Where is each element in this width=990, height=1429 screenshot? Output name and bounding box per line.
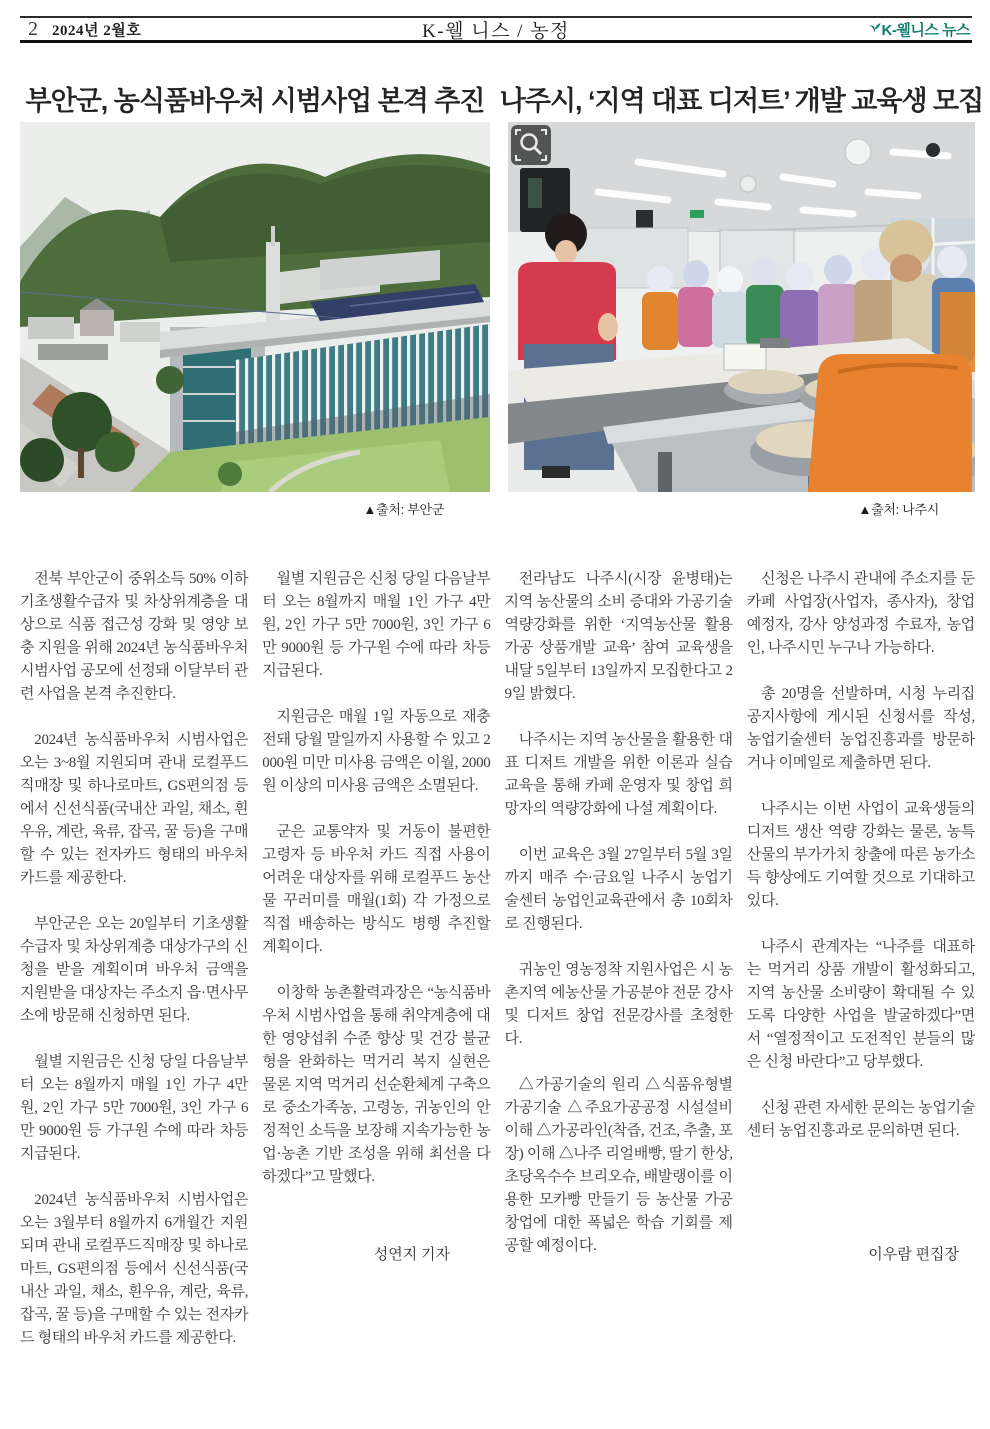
- body-paragraph: 총 20명을 선발하며, 시청 누리집 공지사항에 게시된 신청서를 작성, 농업기술센터 농업진흥과를 방문하거나 이메일로 제출하면 된다.: [746, 686, 975, 771]
- page-number: 2: [28, 17, 38, 40]
- body-paragraph: 나주시는 이번 사업이 교육생들의 디저트 생산 역량 강화는 물론, 농특산물의 부가가치 창출에 따른 농가소득 향상에도 기여할 것으로 기대하고 있다.: [746, 801, 975, 909]
- body-paragraph: 월별 지원금은 신청 당일 다음날부터 오는 8월까지 매월 1인 가구 4만 원, 2인 가구 5만 7000원, 3인 가구 6만 9000원 등 가구원 수에 따라 차등 지급된다.: [262, 571, 491, 679]
- photo-caption: ▲출처: 나주시: [858, 502, 939, 517]
- body-paragraph: 신청 관련 자세한 문의는 농업기술센터 농업진흥과로 문의하면 된다.: [746, 1100, 975, 1139]
- page-header: [20, 16, 972, 43]
- body-paragraph: △가공기술의 원리 △식품유형별 가공기술 △주요가공공정 시설설비 이해 △가공라인(착즙, 건조, 추출, 포장) 이해 △나주 리얼배빵, 딸기 한상, 초당옥수수 브리오슈, 배발랭이를 이용한 모카빵 만들기 등 농산물 가공 창업에 대한 폭넓은 학습 기회를 제공할 예정이다.: [504, 1077, 733, 1254]
- byline-reporter: 성연지 기자: [373, 1247, 450, 1263]
- brand-logo-text: K-웰니스 뉴스: [881, 21, 970, 39]
- buan-aerial-illustration: [20, 122, 490, 492]
- body-paragraph: 귀농인 영농정착 지원사업은 시 농촌지역 에농산물 가공분야 전문 강사 및 디저트 창업 전문강사를 초청한다.: [504, 962, 733, 1047]
- article-buan: [20, 78, 490, 518]
- naju-kitchen-illustration: [508, 122, 975, 492]
- body-paragraph: 지원금은 매월 1일 자동으로 재충전돼 당월 말일까지 사용할 수 있고 2000원 미만 미사용 금액은 이월, 2000원 이상의 미사용 금액은 소멸된다.: [262, 709, 491, 794]
- body-paragraph: 나주시 관계자는 “나주를 대표하는 먹거리 상품 개발이 활성화되고, 지역 농산물 소비량이 확대될 수 있도록 다양한 사업을 발굴하겠다”면서 “열정적이고 도전적인 분들의 많은 신청 바란다”고 당부했다.: [746, 939, 975, 1070]
- news-photo-naju: [508, 122, 975, 492]
- sprout-icon: [868, 21, 881, 38]
- body-paragraph: 나주시는 지역 농산물을 활용한 대표 디저트 개발을 위한 이론과 실습 교육을 통해 카페 운영자 및 창업 희망자의 역량강화에 나설 계획이다.: [504, 732, 733, 817]
- body-paragraph: 이창학 농촌활력과장은 “농식품바우처 시범사업을 통해 취약계층에 대한 영양섭취 수준 향상 및 건강 불균형을 완화하는 먹거리 복지 실현은 물론 지역 먹거리 선순환체계 구축으로 중소가족농, 고령농, 귀농인의 안정적인 소득을 보장해 지속가능한 농업·농촌 기반 조성을 위해 최선을 다하겠다”고 말했다.: [262, 985, 491, 1185]
- body-paragraph: 이번 교육은 3월 27일부터 5월 3일까지 매주 수·금요일 나주시 농업기술센터 농업인교육관에서 총 10회차로 진행된다.: [504, 847, 733, 932]
- body-paragraph: 전라남도 나주시(시장 윤병태)는 지역 농산물의 소비 증대와 가공기술 역량강화를 위한 ‘지역농산물 활용 가공 상품개발 교육’ 참여 교육생을 내달 5일부터 13일까지 모집한다고 29일 밝혔다.: [504, 571, 733, 702]
- article-naju: [499, 78, 984, 518]
- body-paragraph: 부안군은 오는 20일부터 기초생활수급자 및 차상위계층 대상가구의 신청을 받을 계획이며 바우처 금액을 지원받을 대상자는 주소지 읍·면사무소에 방문해 신청하면 된다.: [20, 916, 249, 1024]
- body-paragraph: 2024년 농식품바우처 시범사업은 오는 3월부터 8월까지 6개월간 지원되며 관내 로컬푸드직매장 및 하나로마트, GS편의점 등에서 신선식품(국내산 과일, 채소, 흰우유, 계란, 육류, 잡곡, 꿀 등)을 구매할 수 있는 전자카드 형태의 바우처 카드를 제공한다.: [20, 1192, 249, 1346]
- issue-date: 2024년 2월호: [52, 22, 142, 39]
- body-paragraph: 전북 부안군이 중위소득 50% 이하 기초생활수급자 및 차상위계층을 대상으로 식품 접근성 강화 및 영양 보충 지원을 위해 2024년 농식품바우처 시범사업 공모에 선정돼 이달부터 관련 사업을 본격 추진한다.: [20, 571, 249, 702]
- photo-caption: ▲출처: 부안군: [363, 502, 444, 517]
- section-title: K-웰 니스 / 농정: [422, 20, 570, 42]
- byline-editor: 이우람 편집장: [868, 1247, 959, 1263]
- body-paragraph: 2024년 농식품바우처 시범사업은 오는 3~8월 지원되며 관내 로컬푸드직매장 및 하나로마트, GS편의점 등에서 신선식품(국내산 과일, 채소, 흰우유, 계란, 육류, 잡곡, 꿀 등)을 구매할 수 있는 전자카드 형태의 바우처 카드를 제공한다.: [20, 732, 249, 886]
- news-photo-buan: [20, 122, 490, 492]
- brand-logo: [868, 19, 972, 40]
- article-headline: 부안군, 농식품바우처 시범사업 본격 추진: [25, 85, 485, 116]
- zoom-watermark-icon: [511, 125, 551, 165]
- body-paragraph: 월별 지원금은 신청 당일 다음날부터 오는 8월까지 매월 1인 가구 4만원, 2인 가구 5만 7000원, 3인 가구 6만 9000원 등 가구원 수에 따라 차등 지급된다.: [20, 1054, 249, 1162]
- body-paragraph: 군은 교통약자 및 거동이 불편한 고령자 등 바우처 카드 직접 사용이 어려운 대상자를 위해 로컬푸드 농산물 꾸러미를 매월(1회) 각 가정으로 직접 배송하는 방식도 병행 추진할 계획이다.: [262, 824, 491, 955]
- body-paragraph: 신청은 나주시 관내에 주소지를 둔 카페 사업장(사업자, 종사자), 창업 예정자, 강사 양성과정 수료자, 농업인, 나주시민 누구나 가능하다.: [746, 571, 975, 656]
- article-headline: 나주시, ‘지역 대표 디저트’ 개발 교육생 모집: [499, 85, 984, 116]
